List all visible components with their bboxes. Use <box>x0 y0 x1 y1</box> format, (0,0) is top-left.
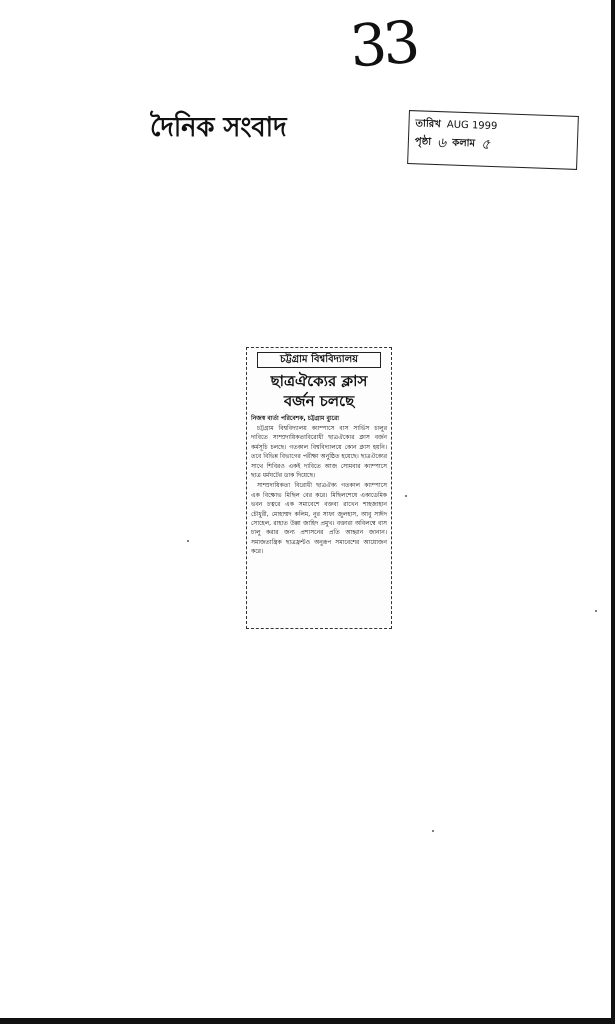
scan-speck <box>595 610 597 612</box>
stamp-page-label: পৃষ্ঠা <box>414 136 432 148</box>
clipping-headline <box>251 371 387 411</box>
scan-speck <box>405 495 407 497</box>
archive-stamp <box>407 110 579 170</box>
clipping-paragraph-1: চট্টগ্রাম বিশ্ববিদ্যালয় ক্যাম্পাসে বাস সার্ভিস চালুর দাবিতে সাম্প্রদায়িকতাবিরোধী ছাত্রঐক্যের ক্লাস বর্জন কর্মসূচি চলছে। গতকাল বিশ্ববিদ্যালয়ে কোন ক্লাস হয়নি। তবে বিভিন্ন বিভাগের পরীক্ষা অনুষ্ঠিত হয়েছে। ছাত্রঐক্যের সাথে শিবিরও একই দাবিতে আজ সোমবার ক্যাম্পাসে ছাত্র ধর্মঘটের ডাক দিয়েছে। <box>251 425 387 480</box>
scan-speck <box>187 540 189 542</box>
scan-bottom-edge <box>0 1018 615 1024</box>
stamp-date-label: তারিখ <box>415 118 442 131</box>
scan-speck <box>432 830 434 832</box>
clipping-byline: নিজস্ব বার্তা পরিবেশক, চট্টগ্রাম ব্যুরো <box>251 415 339 422</box>
handwritten-page-number: 33 <box>347 7 419 81</box>
clipping-headline-line-1: ছাত্রঐক্যের ক্লাস <box>270 372 368 390</box>
clipping-kicker: চট্টগ্রাম বিশ্ববিদ্যালয় <box>257 352 381 368</box>
newspaper-masthead: দৈনিক সংবাদ <box>150 112 287 143</box>
clipping-paragraph-2: সাম্প্রদায়িকতা বিরোধী ছাত্রঐক্য গতকাল ক্যাম্পাসে এক বিক্ষোভ মিছিল বের করে। মিছিলশেষে একাডেমিক ভবন চত্বরে এক সমাবেশে বক্তব্য রাখেন শাহজাহান চৌধুরী, মোহাম্মদ কলিম, নুর সাফা জুলহাস, আবু সাঈদ সোহেল, রাহাত উল্লা জাহিদ প্রমুখ। বক্তারা অবিলম্বে বাস চালু করার জন্য প্রশাসনের প্রতি আহ্বান জানান। সমাজতান্ত্রিক ছাত্রফ্রন্টও অনুরূপ সমাবেশের আয়োজন করে। <box>251 482 387 556</box>
stamp-date-value: AUG 1999 <box>446 119 498 133</box>
stamp-page-value: ৬ <box>436 135 447 152</box>
stamp-column-value: ৫ <box>480 136 491 153</box>
newspaper-clipping <box>246 347 392 629</box>
stamp-column-label: কলাম <box>451 137 476 150</box>
clipping-headline-line-2: বর্জন চলছে <box>283 392 355 410</box>
scan-right-edge <box>611 0 615 1024</box>
